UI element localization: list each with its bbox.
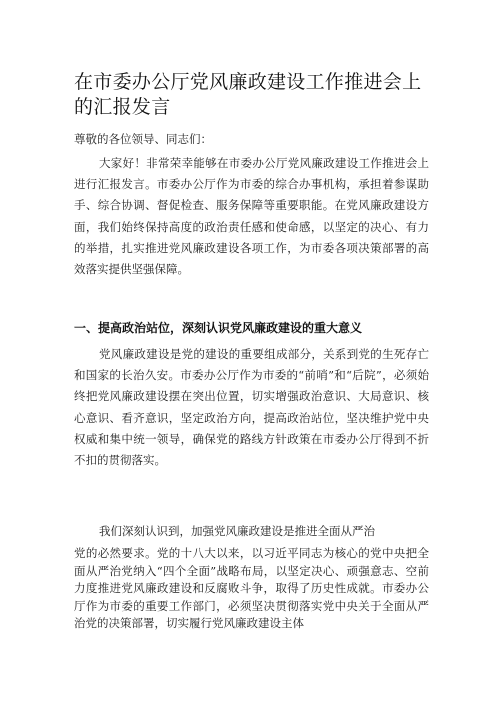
salutation: 尊敬的各位领导、同志们： <box>74 132 212 146</box>
paragraph-section-1b-first-line: 我们深刻认识到，加强党风廉政建设是推进全面从严治 <box>99 524 375 538</box>
section-heading-1: 一、提高政治站位，深刻认识党风廉政建设的重大意义 <box>74 321 363 335</box>
paragraph-opening: 大家好！非常荣幸能够在市委办公厅党风廉政建设工作推进会上进行汇报发言。市委办公厅作为市委的综合办事机构，承担着参谋助手、综合协调、督促检查、服务保障等重要职能。在党风廉政建设方面，我们始终保持高度的政治责任感和使命感，以坚定的决心、有力的举措，扎实推进党风廉政建设各项工作，为市委各项决策部署的高效落实提供坚强保障。 <box>74 156 429 277</box>
document-title: 在市委办公厅党风廉政建设工作推进会上的汇报发言 <box>74 71 422 118</box>
paragraph-section-1b: 党的必然要求。党的十八大以来，以习近平同志为核心的党中央把全面从严治党纳入“四个全面”战略布局，以坚定决心、顽强意志、空前力度推进党风廉政建设和反腐败斗争，取得了历史性成就。市委办公厅作为市委的重要工作部门，必须坚决贯彻落实党中央关于全面从严治党的决策部署，切实履行党风廉政建设主体 <box>74 546 429 631</box>
paragraph-section-1: 党风廉政建设是党的建设的重要组成部分，关系到党的生死存亡和国家的长治久安。市委办公厅作为市委的“前哨”和“后院”，必须始终把党风廉政建设摆在突出位置，切实增强政治意识、大局意识、核心意识、看齐意识，坚定政治方向，提高政治站位，坚决维护党中央权威和集中统一领导，确保党的路线方针政策在市委办公厅得到不折不扣的贯彻落实。 <box>74 347 429 468</box>
